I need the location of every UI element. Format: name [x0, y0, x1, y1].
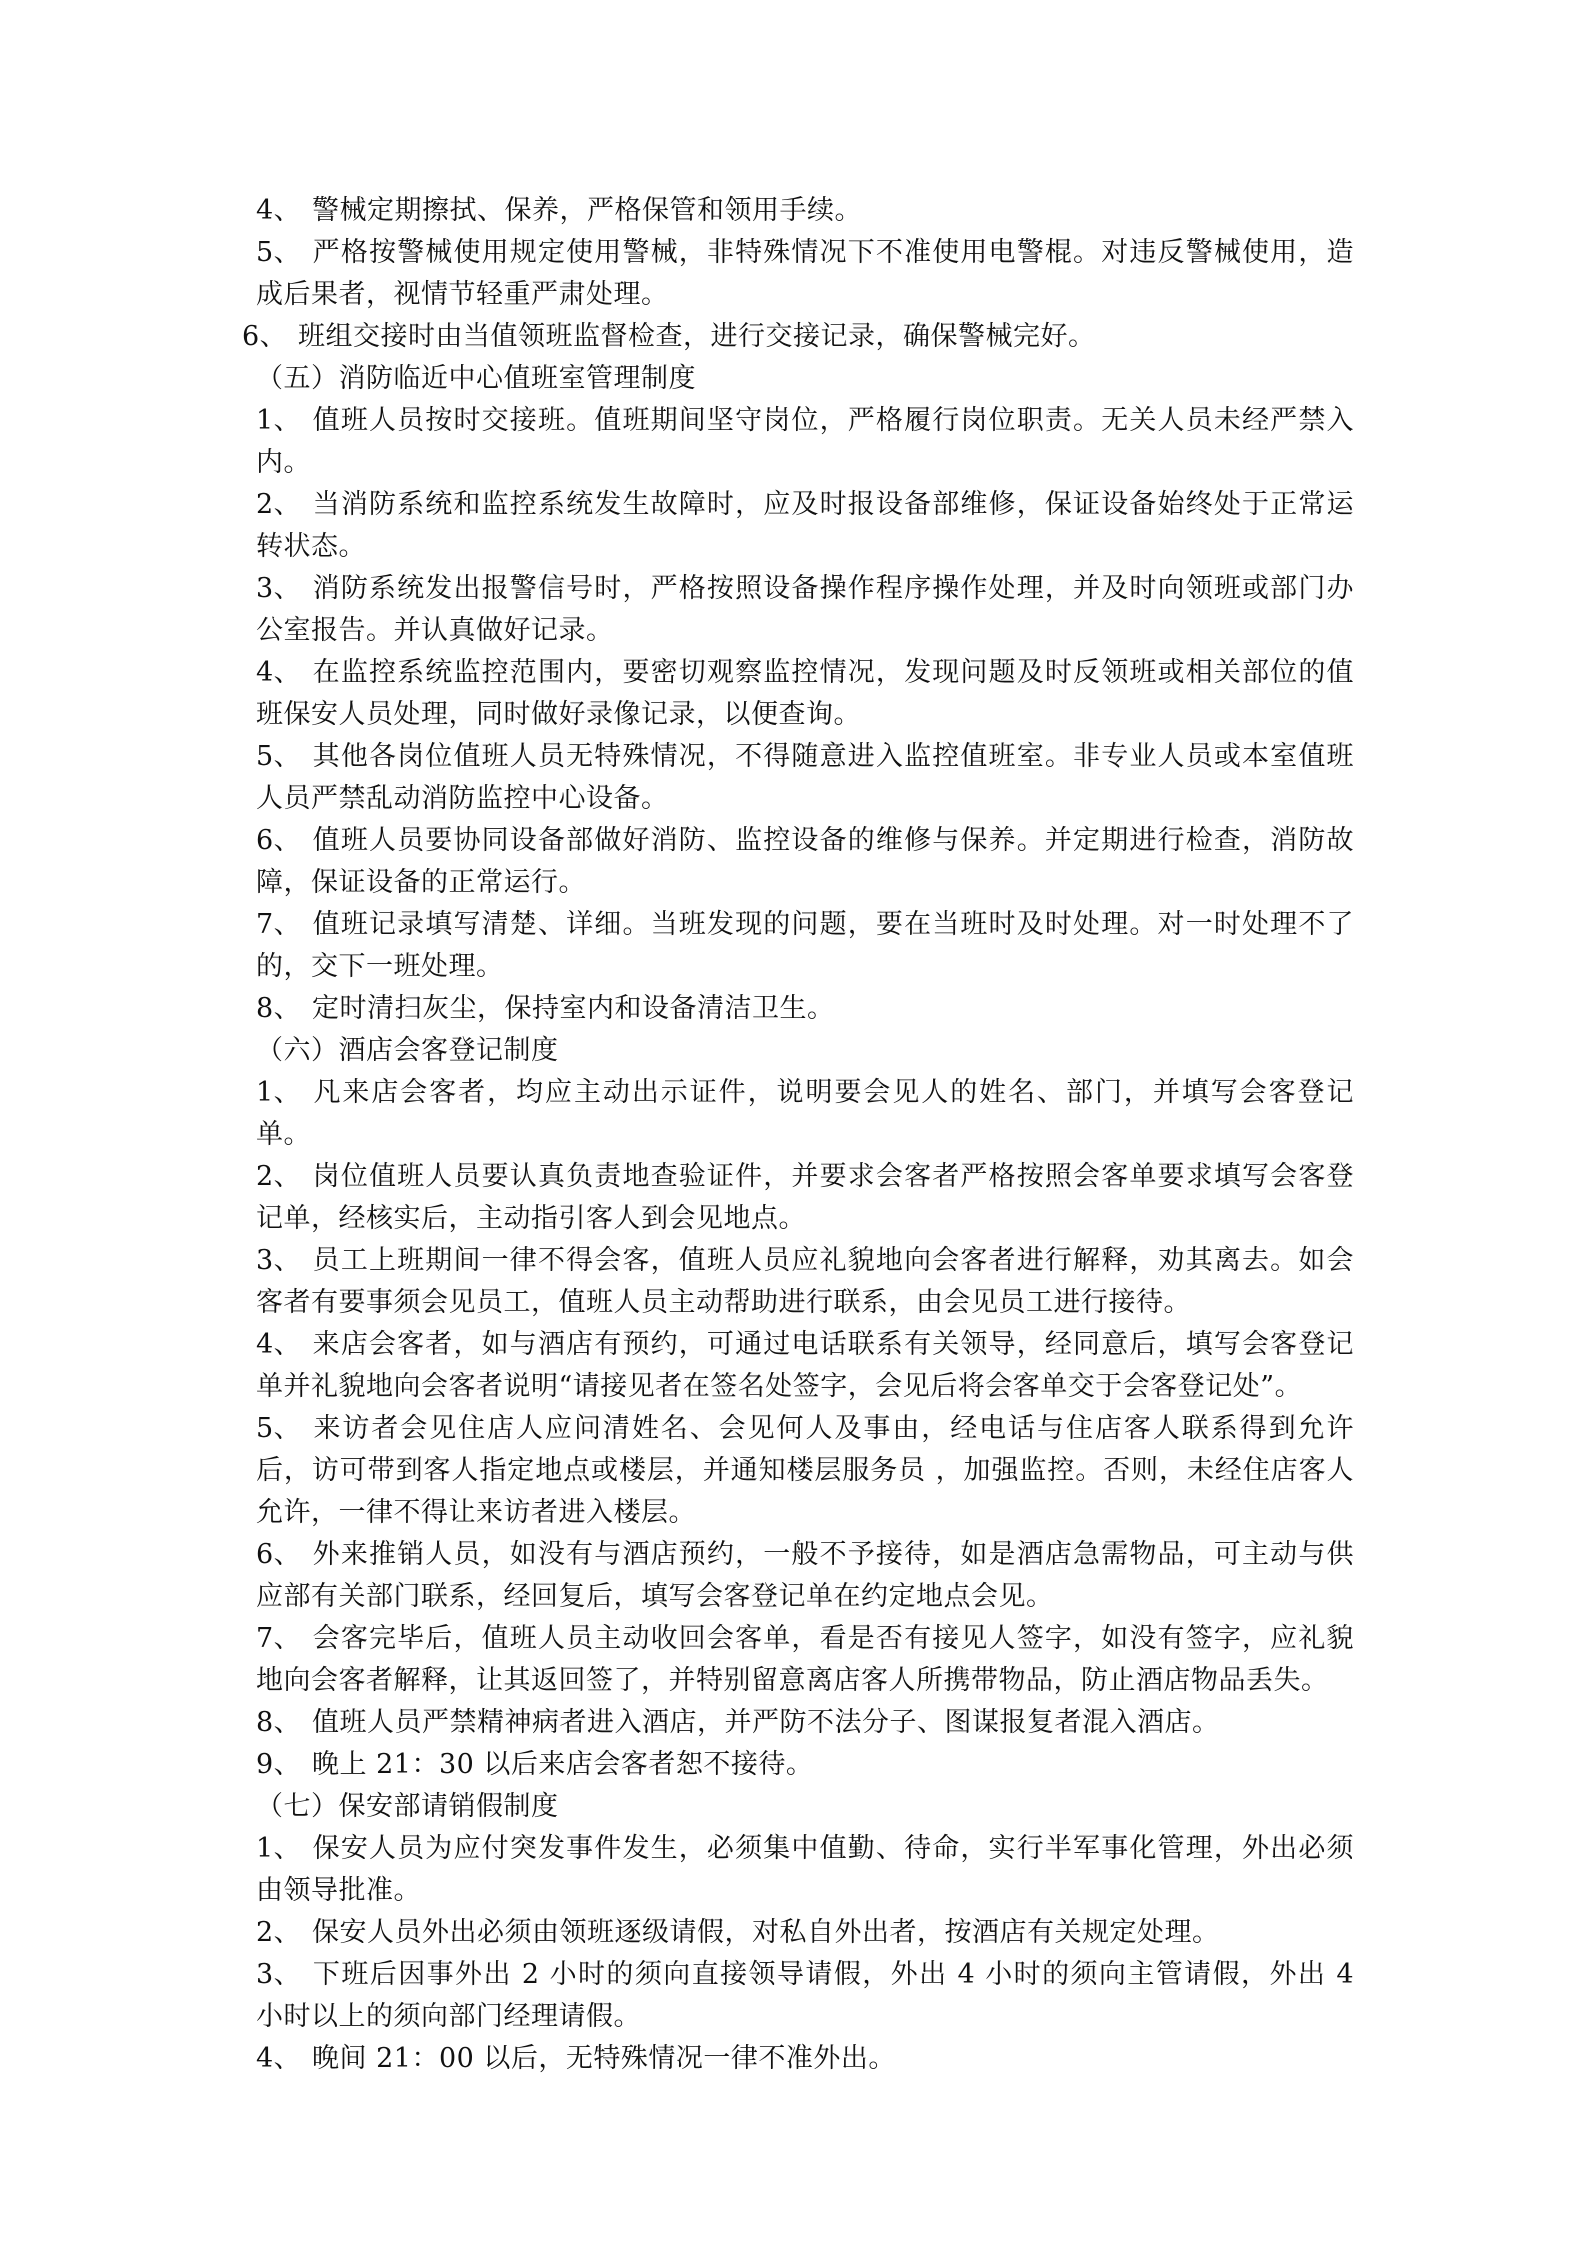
- item-number: 5、: [256, 741, 302, 772]
- numbered-paragraph: [242, 736, 1354, 820]
- item-text: 严格按警械使用规定使用警械，非特殊情况下不准使用电警棍。对违反警械使用，造成后果者，视情节轻重严肃处理。: [256, 237, 1354, 310]
- item-number: 6、: [256, 1539, 302, 1570]
- item-number: 3、: [256, 1959, 302, 1990]
- numbered-paragraph: [242, 652, 1354, 736]
- item-number: 5、: [256, 1413, 302, 1444]
- item-text: 会客完毕后，值班人员主动收回会客单，看是否有接见人签字，如没有签字，应礼貌地向会客者解释，让其返回签了，并特别留意离店客人所携带物品，防止酒店物品丢失。: [256, 1623, 1354, 1696]
- item-number: 6、: [256, 825, 302, 856]
- item-number: 9、: [256, 1749, 302, 1780]
- item-number: 2、: [256, 1917, 302, 1948]
- item-text: 晚上 21：30 以后来店会客者恕不接待。: [312, 1749, 814, 1780]
- item-text: 岗位值班人员要认真负责地查验证件，并要求会客者严格按照会客单要求填写会客登记单，经核实后，主动指引客人到会见地点。: [256, 1161, 1354, 1234]
- item-text: 其他各岗位值班人员无特殊情况，不得随意进入监控值班室。非专业人员或本室值班人员严禁乱动消防监控中心设备。: [256, 741, 1354, 814]
- numbered-paragraph: [242, 2038, 1354, 2080]
- item-text: 外来推销人员，如没有与酒店预约，一般不予接待，如是酒店急需物品，可主动与供应部有关部门联系，经回复后，填写会客登记单在约定地点会见。: [256, 1539, 1354, 1612]
- item-text: 在监控系统监控范围内，要密切观察监控情况，发现问题及时反领班或相关部位的值班保安人员处理，同时做好录像记录，以便查询。: [256, 657, 1354, 730]
- item-number: 8、: [256, 1707, 302, 1738]
- item-text: 凡来店会客者，均应主动出示证件，说明要会见人的姓名、部门，并填写会客登记单。: [256, 1077, 1354, 1150]
- item-number: 4、: [256, 2043, 302, 2074]
- section-heading: （六）酒店会客登记制度: [256, 1035, 559, 1066]
- item-number: 3、: [256, 573, 302, 604]
- item-number: 6、: [242, 321, 288, 352]
- item-number: 7、: [256, 909, 302, 940]
- numbered-paragraph: [242, 1828, 1354, 1912]
- numbered-paragraph: [242, 484, 1354, 568]
- item-text: 员工上班期间一律不得会客，值班人员应礼貌地向会客者进行解释，劝其离去。如会客者有要事须会见员工，值班人员主动帮助进行联系，由会见员工进行接待。: [256, 1245, 1354, 1318]
- item-text: 值班人员要协同设备部做好消防、监控设备的维修与保养。并定期进行检查，消防故障，保证设备的正常运行。: [256, 825, 1354, 898]
- numbered-paragraph: [242, 904, 1354, 988]
- item-text: 警械定期擦拭、保养，严格保管和领用手续。: [312, 195, 862, 226]
- numbered-paragraph: [242, 1534, 1354, 1618]
- section-heading: （七）保安部请销假制度: [256, 1791, 559, 1822]
- item-text: 值班人员按时交接班。值班期间坚守岗位，严格履行岗位职责。无关人员未经严禁入内。: [256, 405, 1354, 478]
- item-number: 1、: [256, 1833, 302, 1864]
- document-page: [242, 190, 1354, 2080]
- numbered-paragraph: [242, 988, 1354, 1030]
- item-number: 4、: [256, 195, 302, 226]
- numbered-paragraph: [242, 568, 1354, 652]
- item-text: 定时清扫灰尘，保持室内和设备清洁卫生。: [312, 993, 835, 1024]
- numbered-paragraph: [242, 1618, 1354, 1702]
- numbered-paragraph: [242, 400, 1354, 484]
- item-number: 3、: [256, 1245, 302, 1276]
- numbered-paragraph: [242, 190, 1354, 232]
- item-number: 4、: [256, 657, 302, 688]
- numbered-paragraph: [242, 1702, 1354, 1744]
- numbered-paragraph: [242, 1954, 1354, 2038]
- item-text: 值班记录填写清楚、详细。当班发现的问题，要在当班时及时处理。对一时处理不了的，交下一班处理。: [256, 909, 1354, 982]
- numbered-paragraph: [242, 820, 1354, 904]
- item-number: 8、: [256, 993, 302, 1024]
- numbered-paragraph: [242, 316, 1354, 358]
- item-text: 保安人员为应付突发事件发生，必须集中值勤、待命，实行半军事化管理，外出必须由领导批准。: [256, 1833, 1354, 1906]
- item-number: 4、: [256, 1329, 302, 1360]
- item-text: 保安人员外出必须由领班逐级请假，对私自外出者，按酒店有关规定处理。: [312, 1917, 1220, 1948]
- item-text: 晚间 21：00 以后，无特殊情况一律不准外出。: [312, 2043, 896, 2074]
- item-text: 当消防系统和监控系统发生故障时，应及时报设备部维修，保证设备始终处于正常运转状态。: [256, 489, 1354, 562]
- item-text: 来店会客者，如与酒店有预约，可通过电话联系有关领导，经同意后，填写会客登记单并礼貌地向会客者说明“请接见者在签名处签字，会见后将会客单交于会客登记处”。: [256, 1329, 1354, 1402]
- item-text: 班组交接时由当值领班监督检查，进行交接记录，确保警械完好。: [298, 321, 1096, 352]
- numbered-paragraph: [242, 1240, 1354, 1324]
- numbered-paragraph: [242, 1156, 1354, 1240]
- numbered-paragraph: [242, 232, 1354, 316]
- numbered-paragraph: [242, 1324, 1354, 1408]
- item-text: 下班后因事外出 2 小时的须向直接领导请假，外出 4 小时的须向主管请假，外出 4 小时以上的须向部门经理请假。: [256, 1959, 1354, 2032]
- numbered-paragraph: [242, 1408, 1354, 1534]
- item-number: 7、: [256, 1623, 302, 1654]
- item-text: 来访者会见住店人应问清姓名、会见何人及事由，经电话与住店客人联系得到允许后，访可带到客人指定地点或楼层，并通知楼层服务员 ，加强监控。否则，未经住店客人允许，一律不得让来访者进入楼层。: [256, 1413, 1354, 1528]
- section-heading: （五）消防临近中心值班室管理制度: [256, 363, 696, 394]
- item-number: 1、: [256, 1077, 302, 1108]
- numbered-paragraph: [242, 1744, 1354, 1786]
- item-number: 2、: [256, 1161, 302, 1192]
- item-number: 1、: [256, 405, 302, 436]
- item-number: 2、: [256, 489, 302, 520]
- numbered-paragraph: [242, 1072, 1354, 1156]
- item-number: 5、: [256, 237, 302, 268]
- item-text: 消防系统发出报警信号时，严格按照设备操作程序操作处理，并及时向领班或部门办公室报告。并认真做好记录。: [256, 573, 1354, 646]
- item-text: 值班人员严禁精神病者进入酒店，并严防不法分子、图谋报复者混入酒店。: [312, 1707, 1220, 1738]
- numbered-paragraph: [242, 1912, 1354, 1954]
